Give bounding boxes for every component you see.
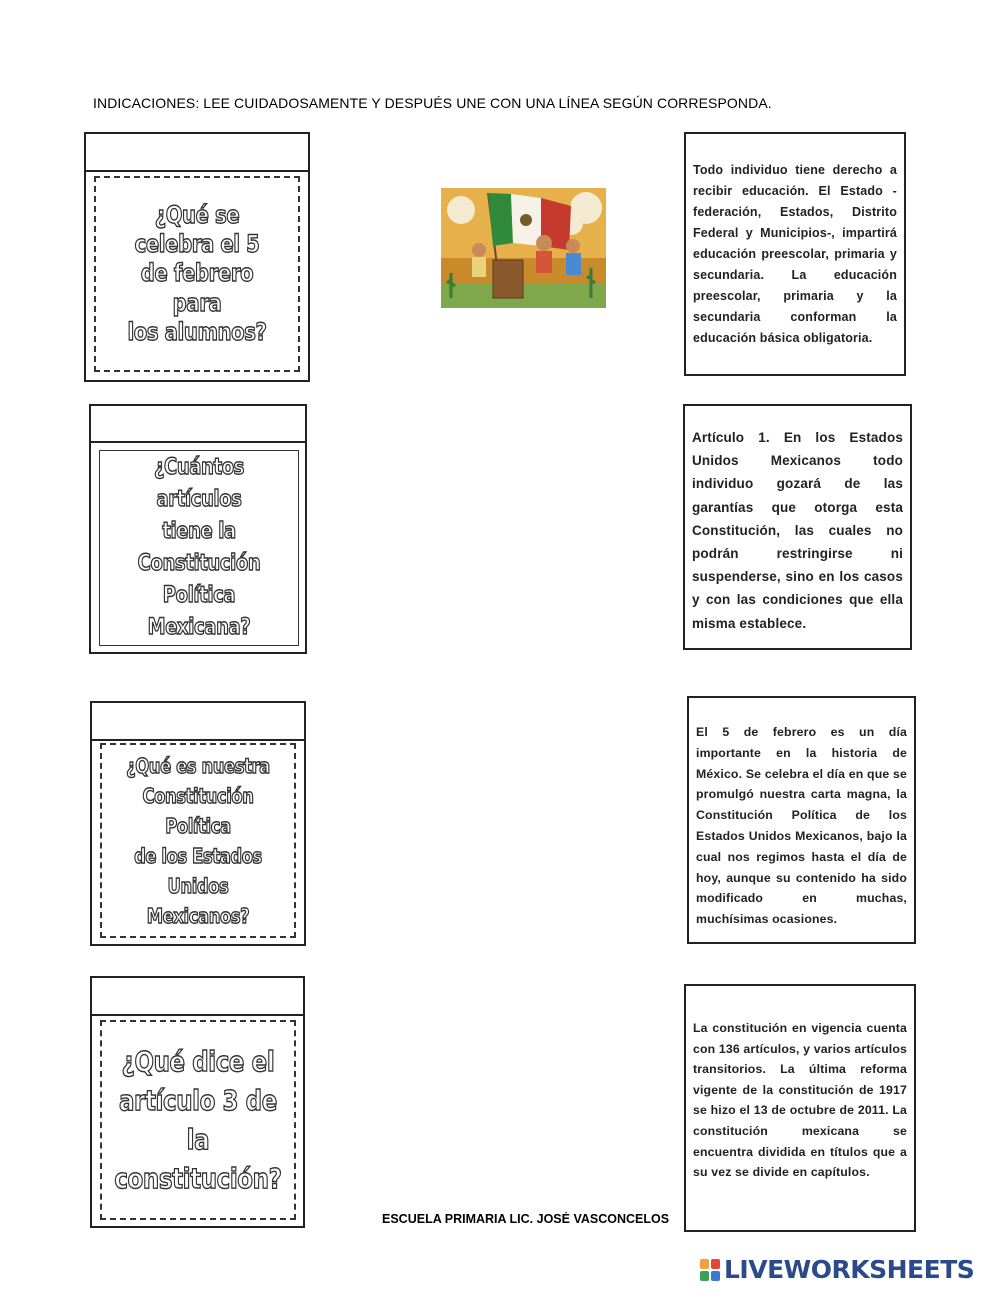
card-tab (92, 978, 303, 1016)
card-tab (91, 406, 305, 443)
answer-text-1: Todo individuo tiene derecho a recibir educación. El Estado -federación, Estados, Distrito Federal y Municipios-, impartirá educación preescolar, primaria y secundaria. La educación preescolar, primaria y la secundaria conforman la educación básica obligatoria. (693, 163, 897, 345)
answer-text-3: El 5 de febrero es un día importante en la historia de México. Se celebra el día en que se promulgó nuestra carta magna, la Constitución Política de los Estados Unidos Mexicanos, bajo la cual nos regimos hasta el día de hoy, aunque su contenido ha sido modificado en muchas, muchísimas ocasiones. (696, 725, 907, 927)
question-card-4[interactable] (90, 976, 305, 1228)
question-text-2: ¿Cuántos artículos tiene la Constitución Política Mexicana? (137, 455, 261, 640)
answer-box-4[interactable] (684, 984, 916, 1232)
answer-text-2: Artículo 1. En los Estados Unidos Mexicanos todo individuo gozará de las garantías que otorga esta Constitución, las cuales no podrán restringirse ni suspenderse, sino en los casos y con las condiciones que ella misma establece. (692, 430, 903, 631)
answer-box-2[interactable] (683, 404, 912, 650)
liveworksheets-logo (700, 1255, 974, 1284)
card-tab (86, 134, 308, 172)
instructions-text: INDICACIONES: LEE CUIDADOSAMENTE Y DESPUÉS UNE CON UNA LÍNEA SEGÚN CORRESPONDA. (93, 95, 772, 111)
question-frame (99, 450, 299, 646)
logo-wordmark: LIVEWORKSHEETS (724, 1255, 975, 1284)
question-text-4: ¿Qué dice el artículo 3 de la constitución? (114, 1044, 282, 1196)
answer-box-3[interactable] (687, 696, 916, 944)
question-card-1[interactable] (84, 132, 310, 382)
question-card-3[interactable] (90, 701, 306, 946)
school-name: ESCUELA PRIMARIA LIC. JOSÉ VASCONCELOS (382, 1212, 670, 1226)
question-text-1: ¿Qué se celebra el 5 de febrero para los alumnos? (127, 200, 267, 346)
card-tab (92, 703, 304, 741)
question-frame (94, 176, 300, 372)
logo-icon (700, 1259, 720, 1281)
answer-text-4: La constitución en vigencia cuenta con 136 artículos, y varios artículos transitorios. La última reforma vigente de la constitución de 1917 se hizo el 13 de octubre de 2011. La constitución mexicana se encuentra dividida en títulos que a su vez se divide en capítulos. (693, 1021, 908, 1180)
answer-box-1[interactable] (684, 132, 906, 376)
question-frame (100, 1020, 296, 1220)
question-card-2[interactable] (89, 404, 307, 654)
question-text-3: ¿Qué es nuestra Constitución Política de los Estados Unidos Mexicanos? (126, 753, 270, 928)
question-frame (100, 743, 296, 938)
flag-children-illustration (441, 188, 606, 308)
